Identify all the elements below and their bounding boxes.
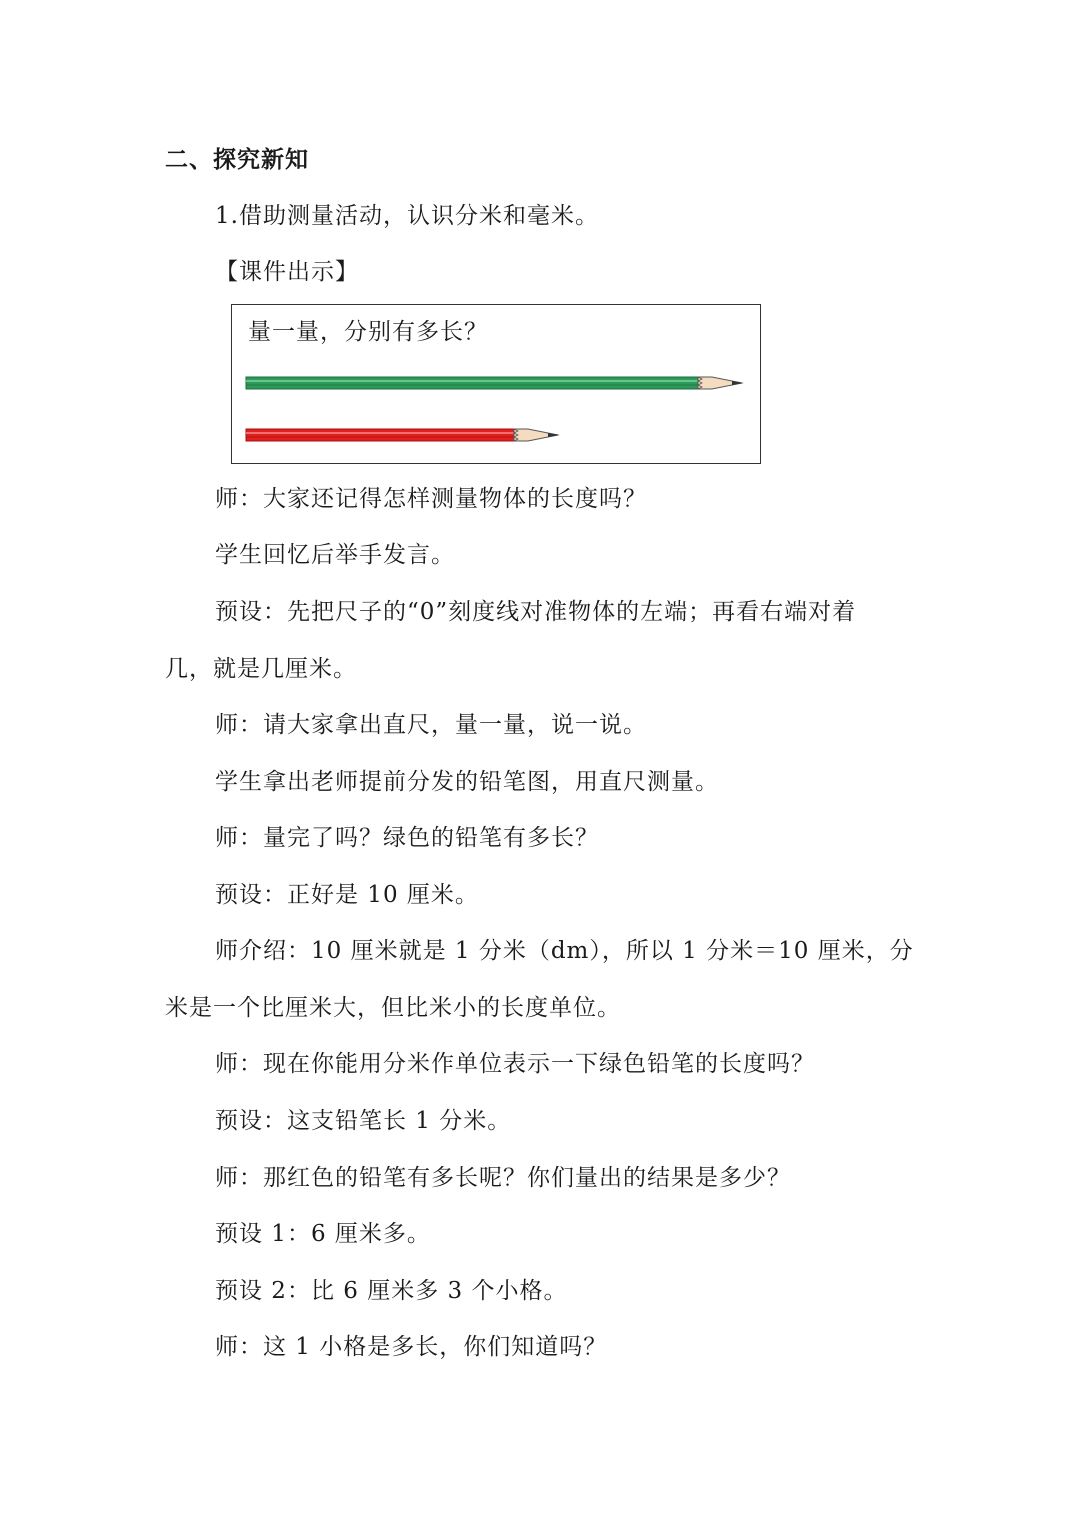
paragraph-line: 师：这 1 小格是多长，你们知道吗？: [215, 1334, 608, 1360]
pencils-illustration: [232, 305, 762, 465]
red-pencil-icon: [246, 429, 560, 441]
paragraph-line: 师：现在你能用分米作单位表示一下绿色铅笔的长度吗？: [215, 1051, 815, 1077]
subsection-title: 1.借助测量活动，认识分米和毫米。: [215, 203, 599, 229]
paragraph-line: 师：大家还记得怎样测量物体的长度吗？: [215, 486, 647, 512]
section-heading: 二、探究新知: [165, 146, 309, 173]
paragraph-line: 预设：先把尺子的“0”刻度线对准物体的左端；再看右端对着: [215, 599, 857, 625]
paragraph-line: 师：那红色的铅笔有多长呢？你们量出的结果是多少？: [215, 1165, 791, 1191]
paragraph-line: 预设 2：比 6 厘米多 3 个小格。: [215, 1278, 568, 1304]
figure-prompt: 量一量，分别有多长？: [248, 319, 488, 345]
paragraph-line: 学生回忆后举手发言。: [215, 542, 455, 568]
paragraph-line: 师：请大家拿出直尺，量一量，说一说。: [215, 712, 647, 738]
paragraph-line: 预设：这支铅笔长 1 分米。: [215, 1108, 512, 1134]
courseware-label: 【课件出示】: [215, 259, 359, 285]
green-pencil-icon: [246, 377, 744, 389]
paragraph-line: 预设 1：6 厘米多。: [215, 1221, 431, 1247]
courseware-figure: [231, 304, 761, 464]
paragraph-line: 米是一个比厘米大，但比米小的长度单位。: [165, 995, 621, 1021]
paragraph-line: 学生拿出老师提前分发的铅笔图，用直尺测量。: [215, 769, 719, 795]
paragraph-line: 师：量完了吗？绿色的铅笔有多长？: [215, 825, 599, 851]
paragraph-line: 几，就是几厘米。: [165, 656, 357, 682]
paragraph-line: 预设：正好是 10 厘米。: [215, 882, 479, 908]
paragraph-line: 师介绍：10 厘米就是 1 分米（dm），所以 1 分米＝10 厘米，分: [215, 938, 914, 964]
